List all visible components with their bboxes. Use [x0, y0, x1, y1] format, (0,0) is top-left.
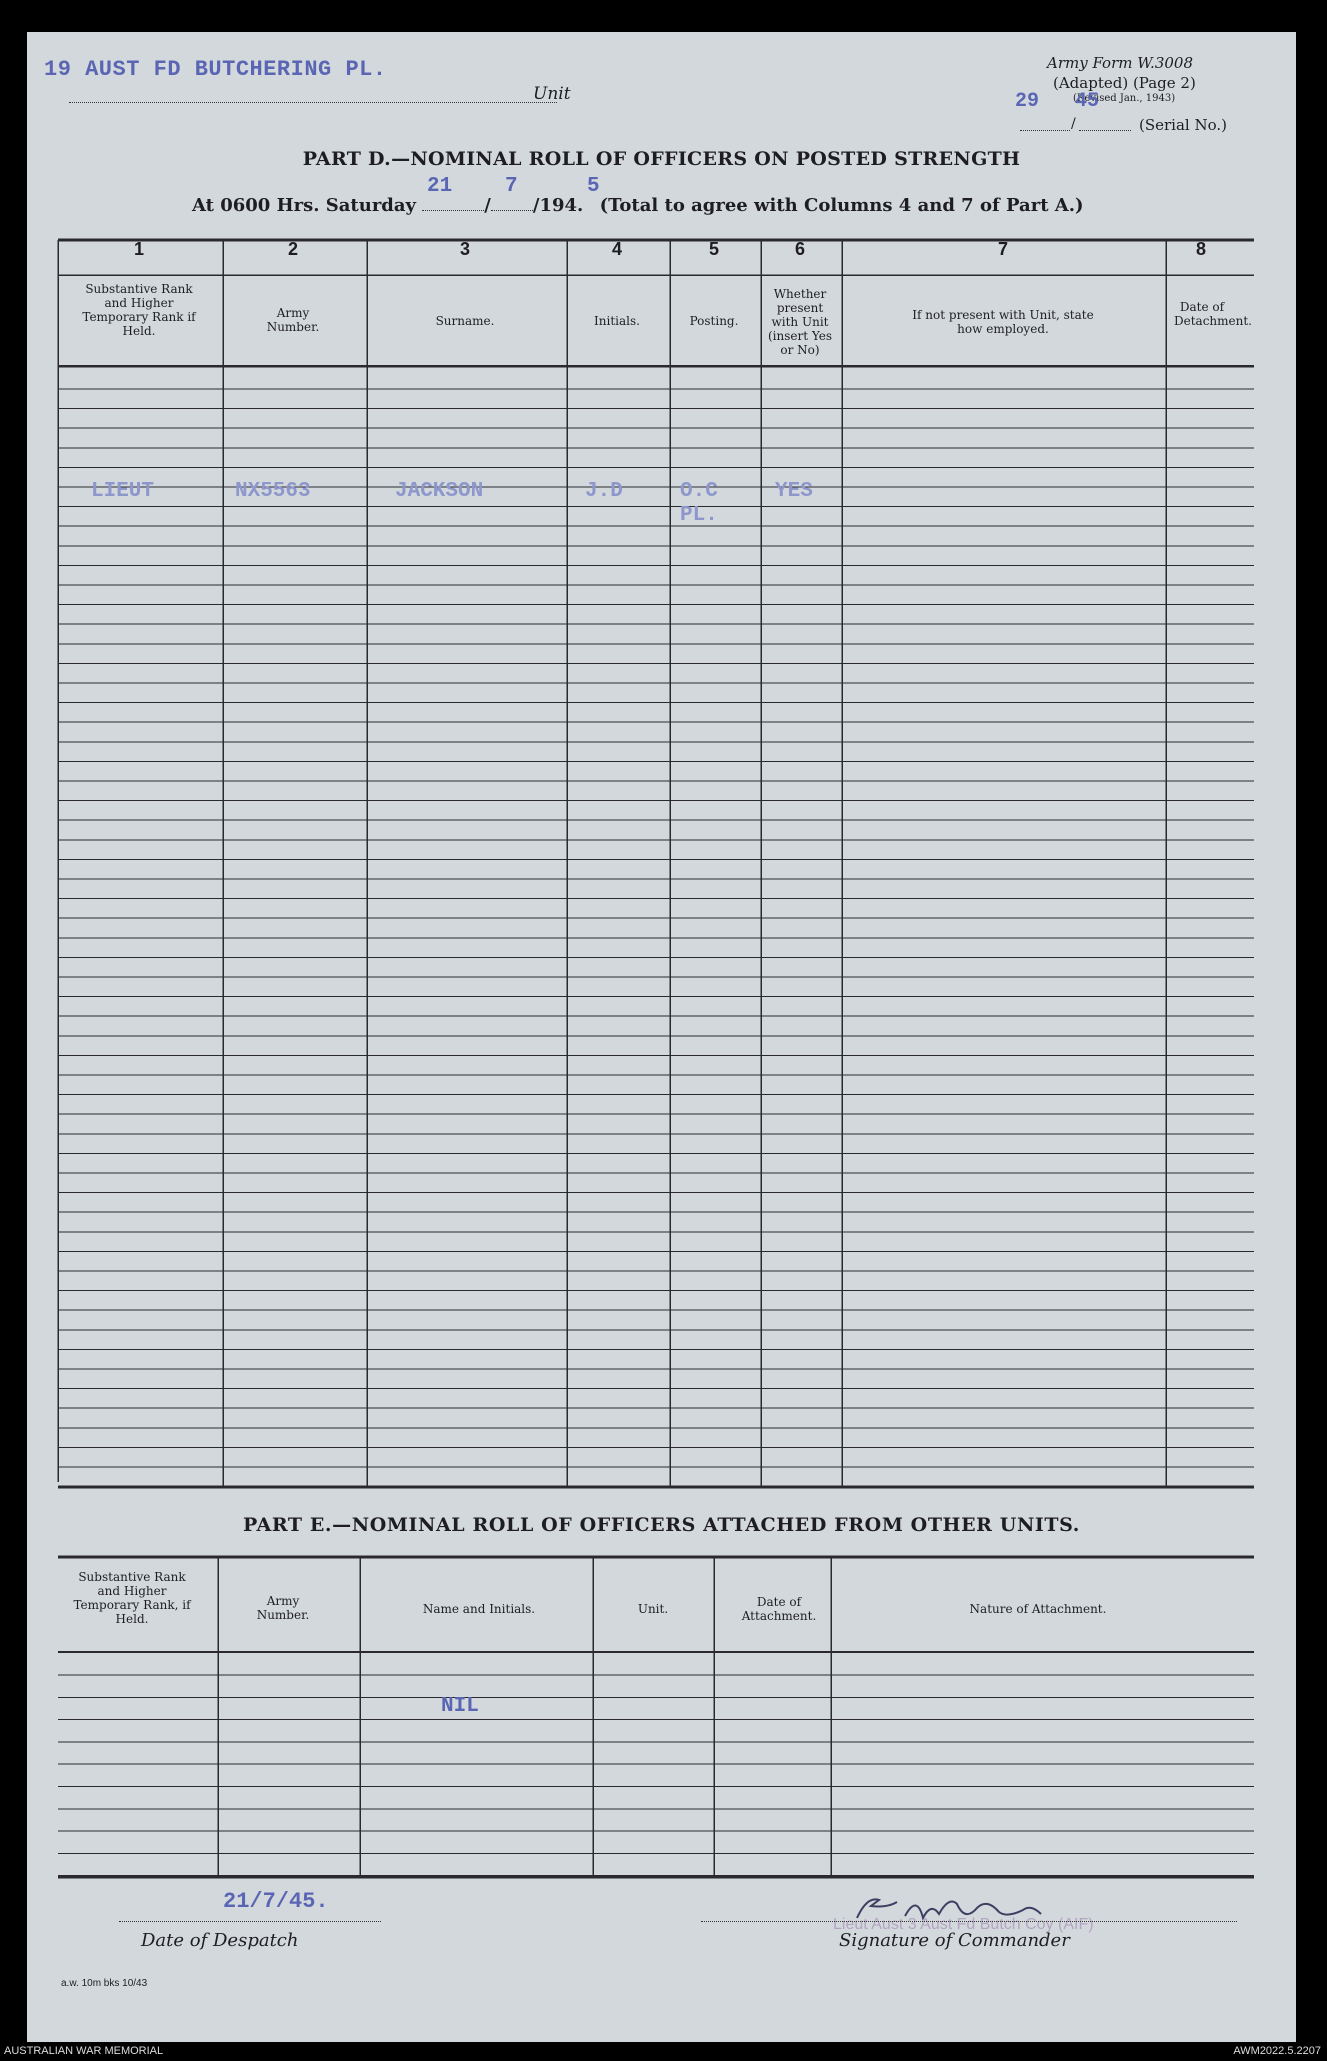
commander-stamp: Lieut Aust 3 Aust Fd Butch Coy (AIF) — [833, 1916, 1094, 1933]
commander-signature — [827, 1888, 1097, 1936]
year-prefix: /194. — [532, 195, 584, 216]
part-e-title: PART E.—NOMINAL ROLL OF OFFICERS ATTACHED FROM OTHER UNITS. — [242, 1514, 1081, 1536]
form-number: Army Form W.3008 — [1047, 54, 1193, 72]
entry-nil: NIL — [441, 1695, 479, 1718]
despatch-label: Date of Despatch — [141, 1930, 299, 1951]
e-header-army-number: Army Number. — [256, 1594, 310, 1622]
serial-label: (Serial No.) — [1139, 116, 1227, 134]
serial-slash: / — [1071, 116, 1076, 132]
col-header-detachment: Date of Detachment. — [1174, 300, 1252, 328]
archive-left: AUSTRALIAN WAR MEMORIAL — [4, 2045, 164, 2057]
col-header-army-number: Army Number. — [266, 306, 320, 334]
e-header-name: Name and Initials. — [422, 1602, 536, 1616]
entry-posting-1: O.C — [680, 480, 718, 503]
col-num-1: 1 — [133, 239, 144, 259]
part-d-title: PART D.—NOMINAL ROLL OF OFFICERS ON POSTED STRENGTH — [302, 148, 1021, 170]
e-header-attachment-date: Date of Attachment. — [741, 1595, 817, 1623]
unit-typed: 19 AUST FD BUTCHERING PL. — [44, 57, 387, 82]
col-num-7: 7 — [997, 239, 1008, 259]
print-code: a.w. 10m bks 10/43 — [61, 1978, 148, 1989]
col-num-3: 3 — [459, 239, 470, 259]
col-header-initials: Initials. — [594, 314, 640, 328]
form-sheet — [27, 32, 1296, 2042]
col-header-present: Whether present with Unit (insert Yes or No) — [767, 287, 833, 357]
date-day-typed: 21 — [427, 175, 453, 198]
date-slash: / — [484, 195, 491, 216]
col-header-posting: Posting. — [689, 314, 739, 328]
col-num-5: 5 — [708, 239, 719, 259]
date-month-typed: 7 — [505, 175, 518, 198]
despatch-line — [119, 1921, 381, 1922]
col-num-8: 8 — [1195, 239, 1206, 259]
entry-initials: J.D — [585, 480, 623, 503]
entry-army-number: NX5563 — [235, 480, 311, 503]
entry-surname: JACKSON — [395, 480, 484, 503]
col-header-surname: Surname. — [435, 314, 495, 328]
archive-right: AWM2022.5.2207 — [1233, 2045, 1321, 2057]
despatch-date-typed: 21/7/45. — [223, 1889, 329, 1914]
form-revised: (Revised Jan., 1943) — [1073, 93, 1176, 104]
total-note: (Total to agree with Columns 4 and 7 of Part A.) — [599, 195, 1084, 216]
part-e-grid — [27, 32, 1296, 1912]
col-num-4: 4 — [611, 239, 622, 259]
col-num-2: 2 — [287, 239, 298, 259]
signature-label: Signature of Commander — [839, 1930, 1070, 1951]
date-year-typed: 5 — [587, 175, 600, 198]
unit-label: Unit — [533, 84, 571, 104]
entry-posting-2: PL. — [680, 504, 718, 527]
col-header-rank: Substantive Rank and Higher Temporary Rank if Held. — [82, 282, 196, 338]
serial-typed: 29 45 — [1015, 90, 1100, 113]
col-num-6: 6 — [794, 239, 805, 259]
col-header-employed: If not present with Unit, state how employed. — [912, 308, 1094, 336]
e-header-nature: Nature of Attachment. — [969, 1602, 1107, 1616]
form-adapted: (Adapted) (Page 2) — [1053, 74, 1196, 92]
e-header-rank: Substantive Rank and Higher Temporary Rank, if Held. — [73, 1570, 191, 1626]
entry-present: YES — [775, 480, 813, 503]
at-prefix: At 0600 Hrs. Saturday — [192, 195, 417, 216]
e-header-unit: Unit. — [637, 1602, 669, 1616]
entry-rank: LIEUT — [91, 480, 155, 503]
signature-line — [701, 1921, 1237, 1922]
archive-bar — [0, 2042, 1327, 2061]
